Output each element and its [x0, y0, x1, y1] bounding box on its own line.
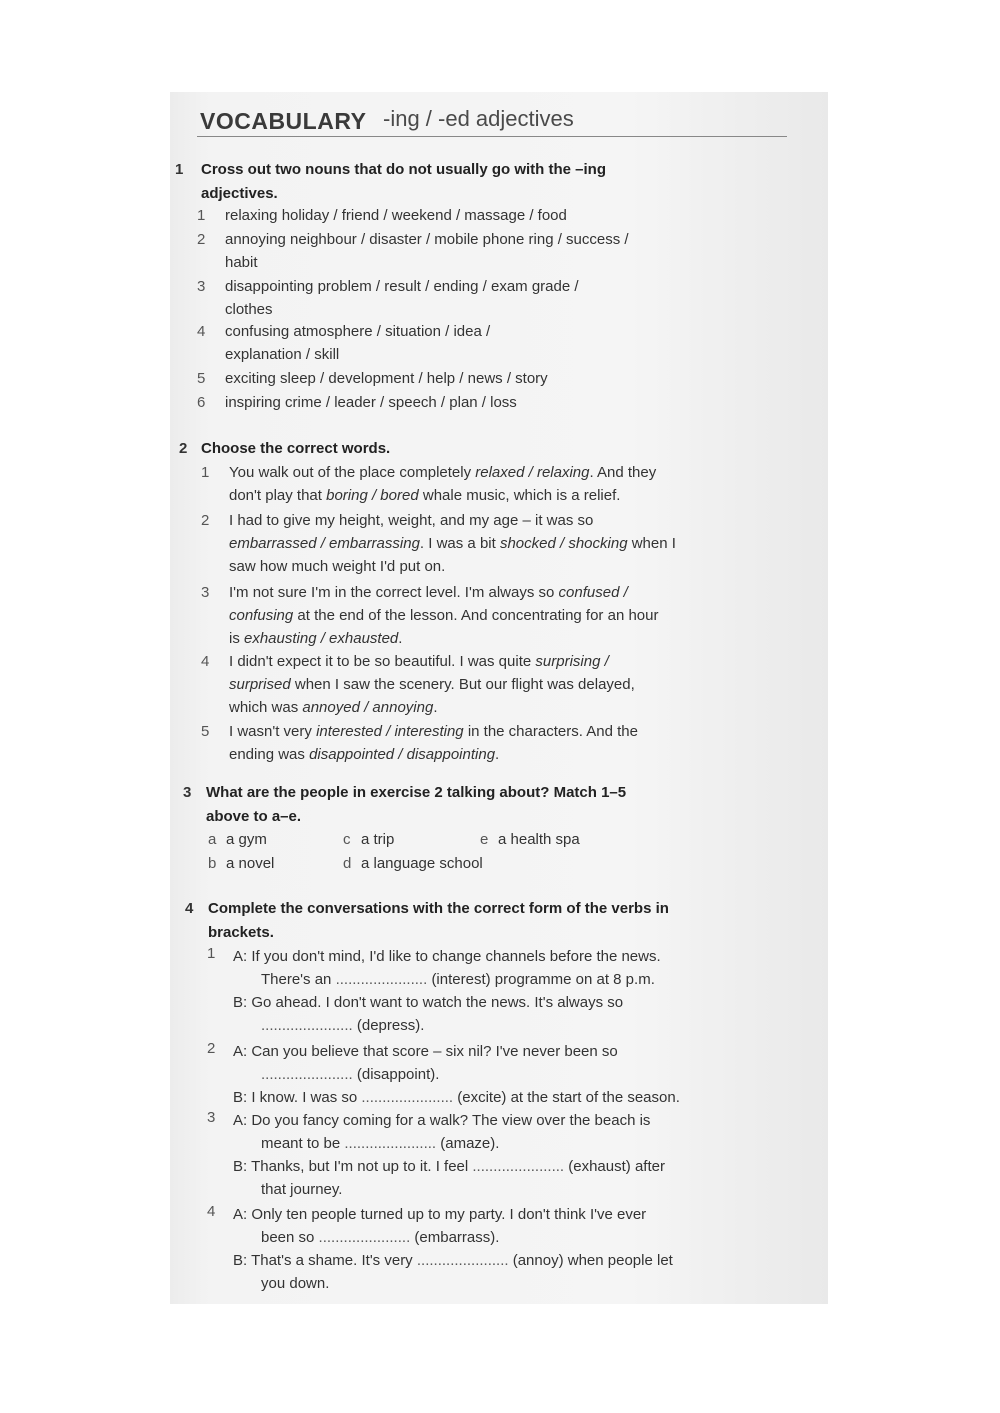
option-e: e a health spa: [480, 831, 580, 848]
section-header: [175, 100, 795, 140]
answer-blank: ......................: [335, 971, 428, 988]
conversation-line: B: Go ahead. I don't want to watch the news. It's always so: [233, 994, 624, 1011]
conversation-line: been so ...................... (embarrass).: [261, 1229, 500, 1246]
exercise-instruction: Complete the conversations with the correct form of the verbs in brackets.: [208, 900, 669, 941]
answer-blank: ......................: [344, 1135, 437, 1152]
exercise-instruction: What are the people in exercise 2 talking about? Match 1–5 above to a–e.: [206, 784, 627, 825]
conversation-line: There's an ...................... (interest) programme on at 8 p.m.: [261, 971, 655, 988]
conversation-line: ...................... (disappoint).: [261, 1066, 440, 1083]
exercise-instruction: Choose the correct words.: [201, 440, 391, 457]
option-c: c a trip: [343, 831, 395, 848]
page-title: VOCABULARY: [200, 108, 367, 134]
exercise-instruction: Cross out two nouns that do not usually go with the –ing adjectives.: [201, 161, 606, 202]
conversation-line: A: Only ten people turned up to my party. I don't think I've ever: [233, 1206, 647, 1223]
conversation-line: B: That's a shame. It's very ...................... (annoy) when people let: [233, 1252, 673, 1269]
conversation-line: that journey.: [261, 1181, 343, 1198]
conversation-line: A: Can you believe that score – six nil? I've never been so: [233, 1043, 618, 1060]
option-a: a a gym: [208, 831, 267, 848]
title-divider: [197, 136, 787, 137]
exercise-number: 4: [185, 900, 194, 917]
answer-blank: ......................: [416, 1252, 509, 1269]
conversation-line: meant to be ...................... (amaze).: [261, 1135, 500, 1152]
conversation-line: you down.: [261, 1275, 330, 1292]
option-b: b a novel: [208, 855, 275, 872]
conversation-line: A: If you don't mind, I'd like to change channels before the news.: [233, 948, 661, 965]
answer-blank: ......................: [361, 1089, 454, 1106]
conversation-line: B: Thanks, but I'm not up to it. I feel ...................... (exhaust) after: [233, 1158, 665, 1175]
page-subtitle: -ing / -ed adjectives: [383, 106, 574, 131]
worksheet: VOCABULARY -ing / -ed adjectives 1 Cross out two nouns that do not usually go with the –ing adjectives. 1 relaxing holiday / friend / weekend / massage / food 2 annoying neighbour / disaster / mobile phone ring / success / habit 3 disappointing problem / result / ending / exam grade / clothes 4 confusing atmosphere / situation / idea / explanation / skill 5 exciting sleep / development / help / news / story 6 inspiring crime / leader / speech / plan / loss 2 Choose the correct words. 1 You walk out of the place completely relaxed / relaxing. And they don't play that boring / bored whale music, which is a relief. 2 I had to give my height, weight, and my age – it was so embarrassed / embarrassing. I was a bit shocked / shocking when I saw how much weight I'd put on. 3 I'm not sure I'm in the correct level. I'm always so confused / confusing at the end of the lesson. And concentrating for an hour is exhausting / exhausted. 4 I didn't expect it to be so beautiful. I was quite surprising / surprised when I saw the scenery. But our flight was delayed, which was annoyed / annoying. 5 I wasn't very interested / interesting in the characters. And the ending was disappointed / disappointing. 3 What are the people in exercise 2 talking about? Match 1–5 above to a–e. a a gym b a novel c a trip d a language school e a health spa 4 Complete the conversations with the correct form of the verbs in brackets. 1 A: If you don't mind, I'd like to change channels before the news. There's an ...................... (interest) programme on at 8 p.m. B: Go ahead. I don't want to watch the news. It's always so ...................... (depress). 2 A: Can you believe that score – six nil? I've never been so ...................... (disappoint). B: I know. I was so ...................... (excite) at the start of the season. 3 A: Do you fancy coming for a walk? The view over the beach is meant to be ...................... (amaze). B: Thanks, but I'm not up to it. I feel ...................... (exhaust) after that journey. 4 A: Only ten people turned up to my party. I don't think I've ever been so ...................... (embarrass). B: That's a shame. It's very ...................... (annoy) when people let you down.: [175, 100, 795, 140]
answer-blank: ......................: [472, 1158, 565, 1175]
conversation-line: A: Do you fancy coming for a walk? The view over the beach is: [233, 1112, 651, 1129]
answer-blank: ......................: [318, 1229, 411, 1246]
exercise-number: 3: [183, 784, 192, 801]
conversation-line: ...................... (depress).: [261, 1017, 425, 1034]
answer-blank: ......................: [261, 1017, 353, 1034]
exercise-number: 2: [179, 440, 188, 457]
conversation-line: B: I know. I was so ...................... (excite) at the start of the season.: [233, 1089, 680, 1106]
option-d: d a language school: [343, 855, 483, 872]
answer-blank: ......................: [261, 1066, 353, 1083]
exercise-number: 1: [175, 161, 184, 178]
